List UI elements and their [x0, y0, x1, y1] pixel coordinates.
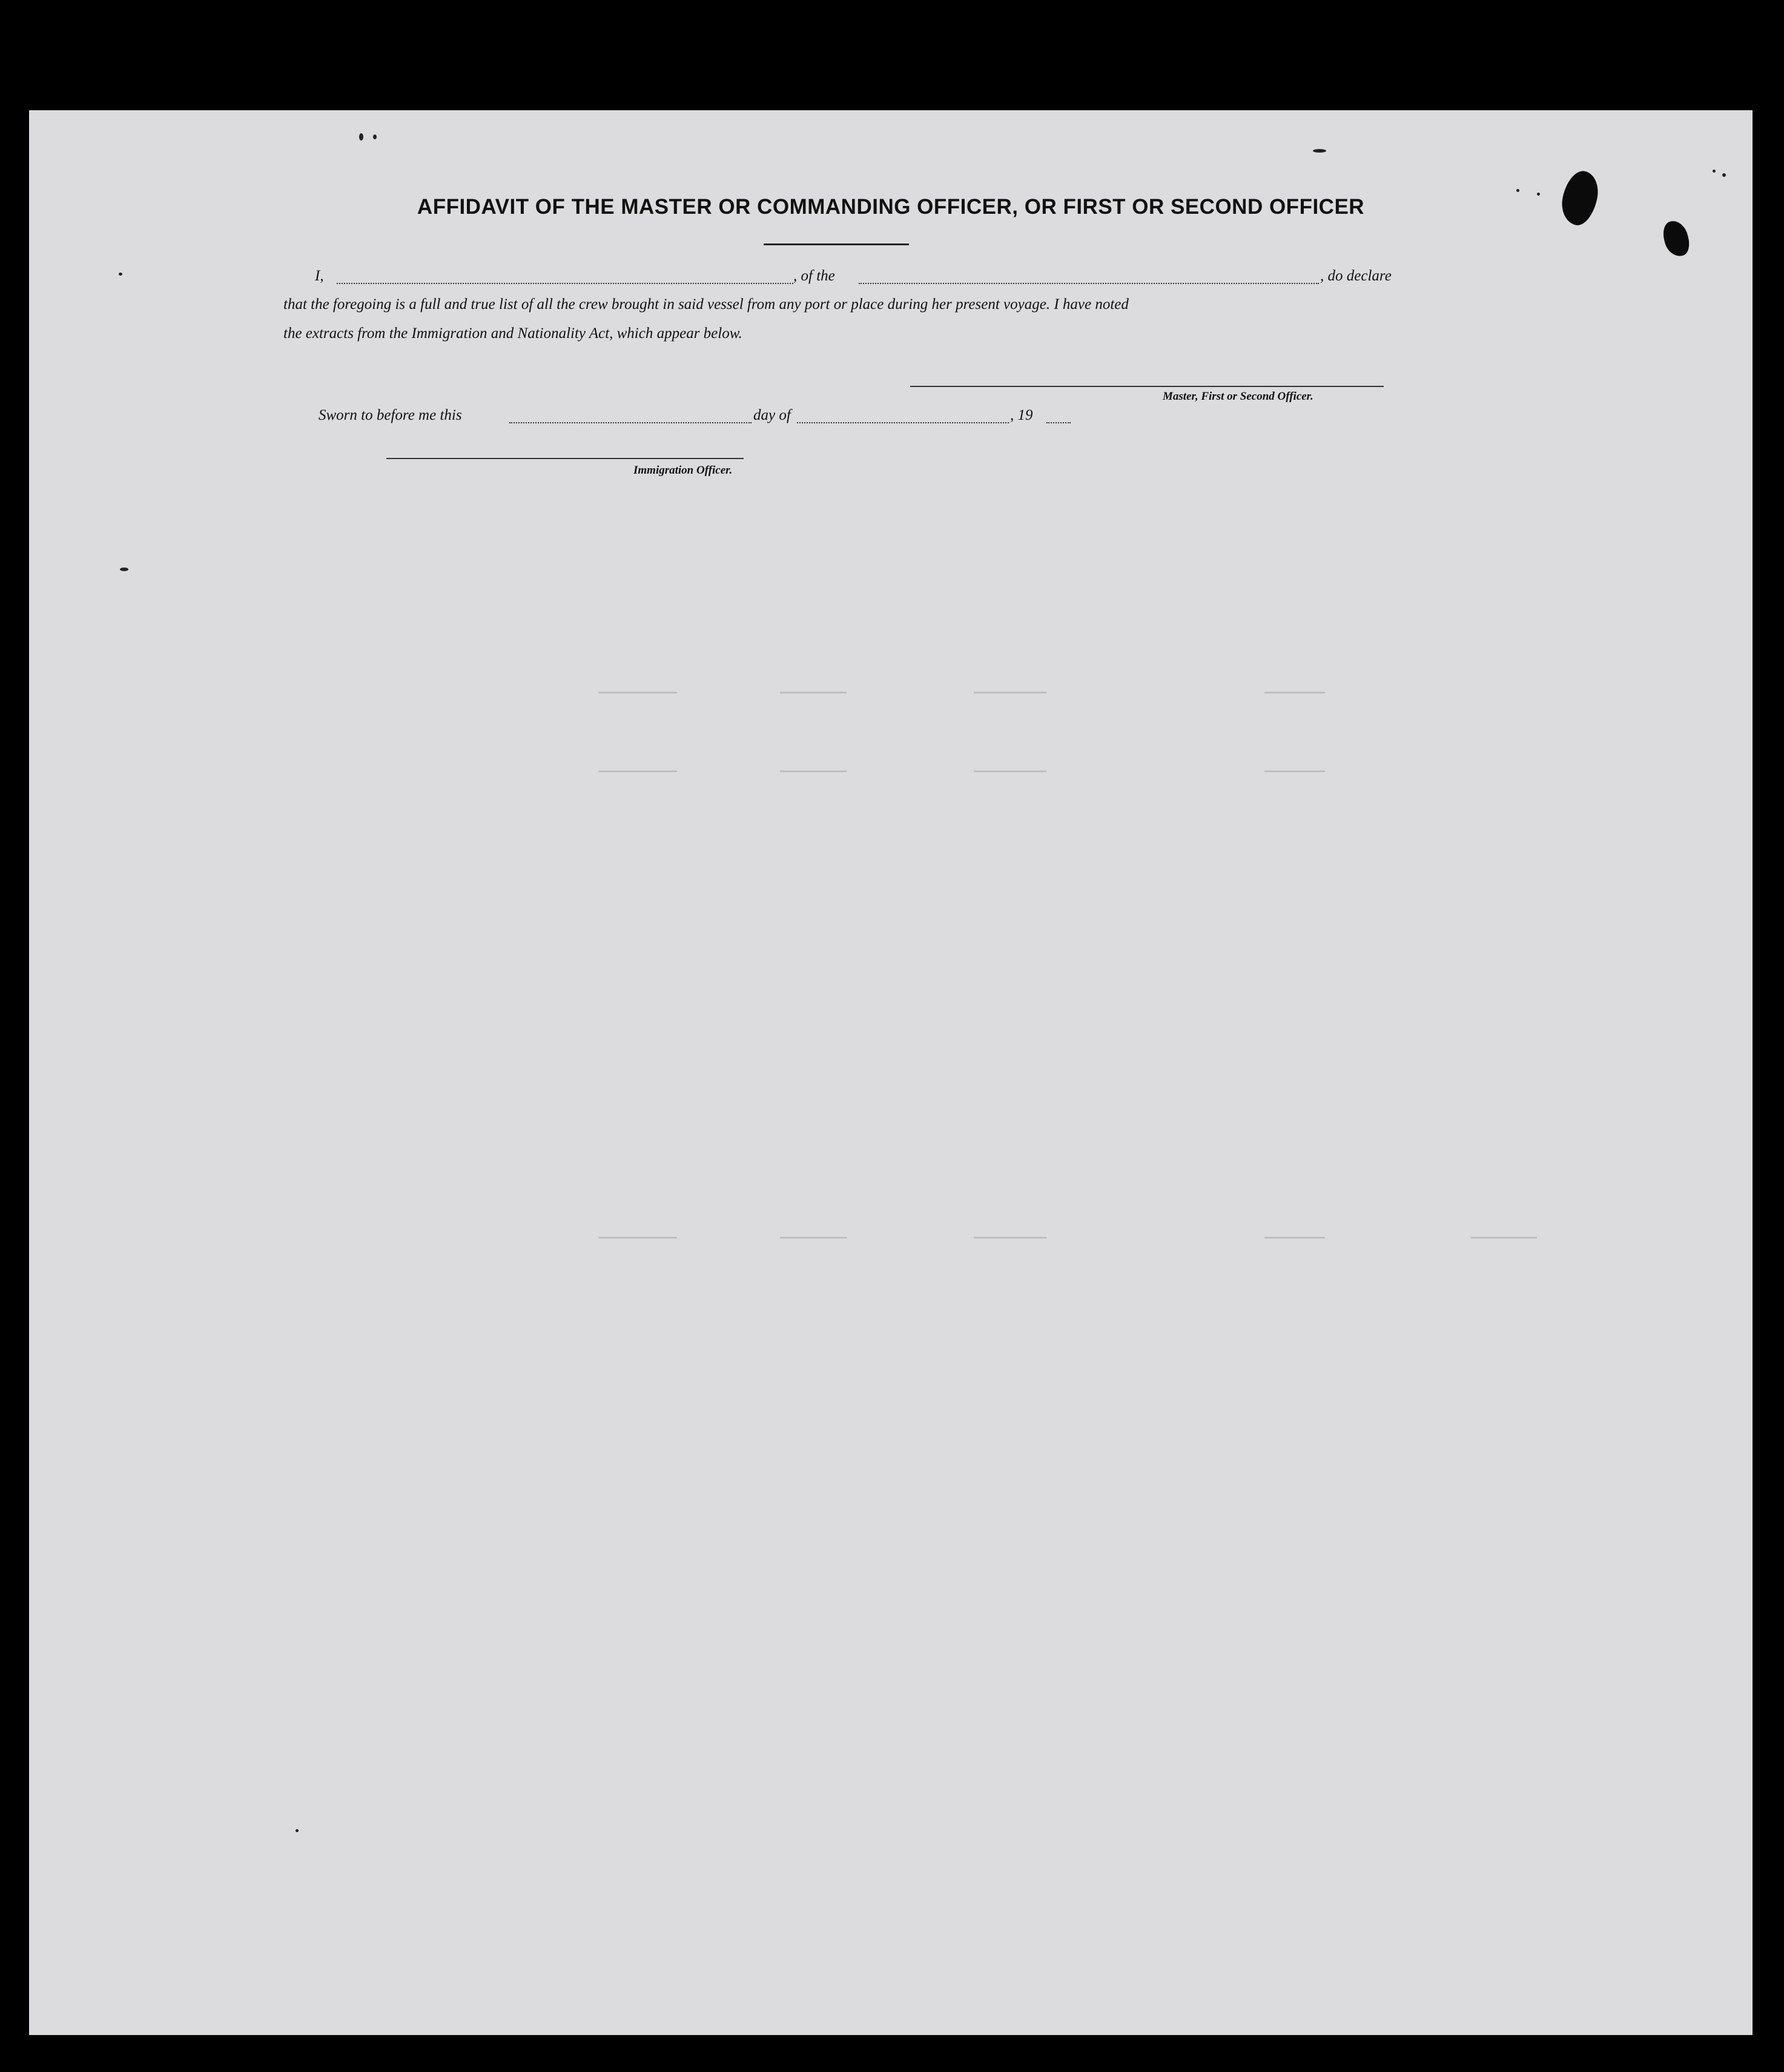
sworn-year-field[interactable] — [1046, 422, 1071, 423]
declaration-line-2: that the foregoing is a full and true list of all the crew brought in said vessel from any port or place during her present voyage. I have noted — [283, 296, 1129, 313]
master-name-field[interactable] — [337, 283, 793, 284]
speck — [1722, 173, 1726, 177]
speck — [1516, 189, 1519, 192]
speck — [1313, 149, 1326, 153]
immigration-officer-signature-line[interactable] — [386, 458, 744, 459]
vessel-name-field[interactable] — [859, 283, 1319, 284]
speck — [359, 133, 363, 141]
document-page — [29, 110, 1753, 2035]
master-signature-line[interactable] — [910, 386, 1384, 387]
immigration-officer-caption: Immigration Officer. — [633, 464, 733, 477]
speck — [296, 1829, 299, 1832]
speck — [1713, 170, 1716, 173]
speck — [120, 568, 128, 571]
speck — [373, 134, 377, 139]
ink-blot — [1659, 217, 1694, 260]
speck — [119, 273, 122, 276]
sworn-day-field[interactable] — [509, 422, 752, 423]
sworn-line-day-of: day of — [753, 407, 791, 423]
sworn-line-year: , 19 — [1010, 407, 1033, 423]
master-signature-caption: Master, First or Second Officer. — [1163, 390, 1313, 403]
affidavit-title: AFFIDAVIT OF THE MASTER OR COMMANDING OFFICER, OR FIRST OR SECOND OFFICER — [417, 195, 1365, 219]
sworn-line-start: Sworn to before me this — [319, 407, 462, 423]
declaration-line-1-start: I, — [315, 268, 324, 284]
declaration-line-1-of-the: , of the — [793, 268, 835, 284]
sworn-month-field[interactable] — [797, 422, 1009, 423]
title-underline — [764, 243, 909, 245]
declaration-line-3: the extracts from the Immigration and Nationality Act, which appear below. — [283, 325, 742, 342]
declaration-line-1-end: , do declare — [1320, 268, 1392, 284]
